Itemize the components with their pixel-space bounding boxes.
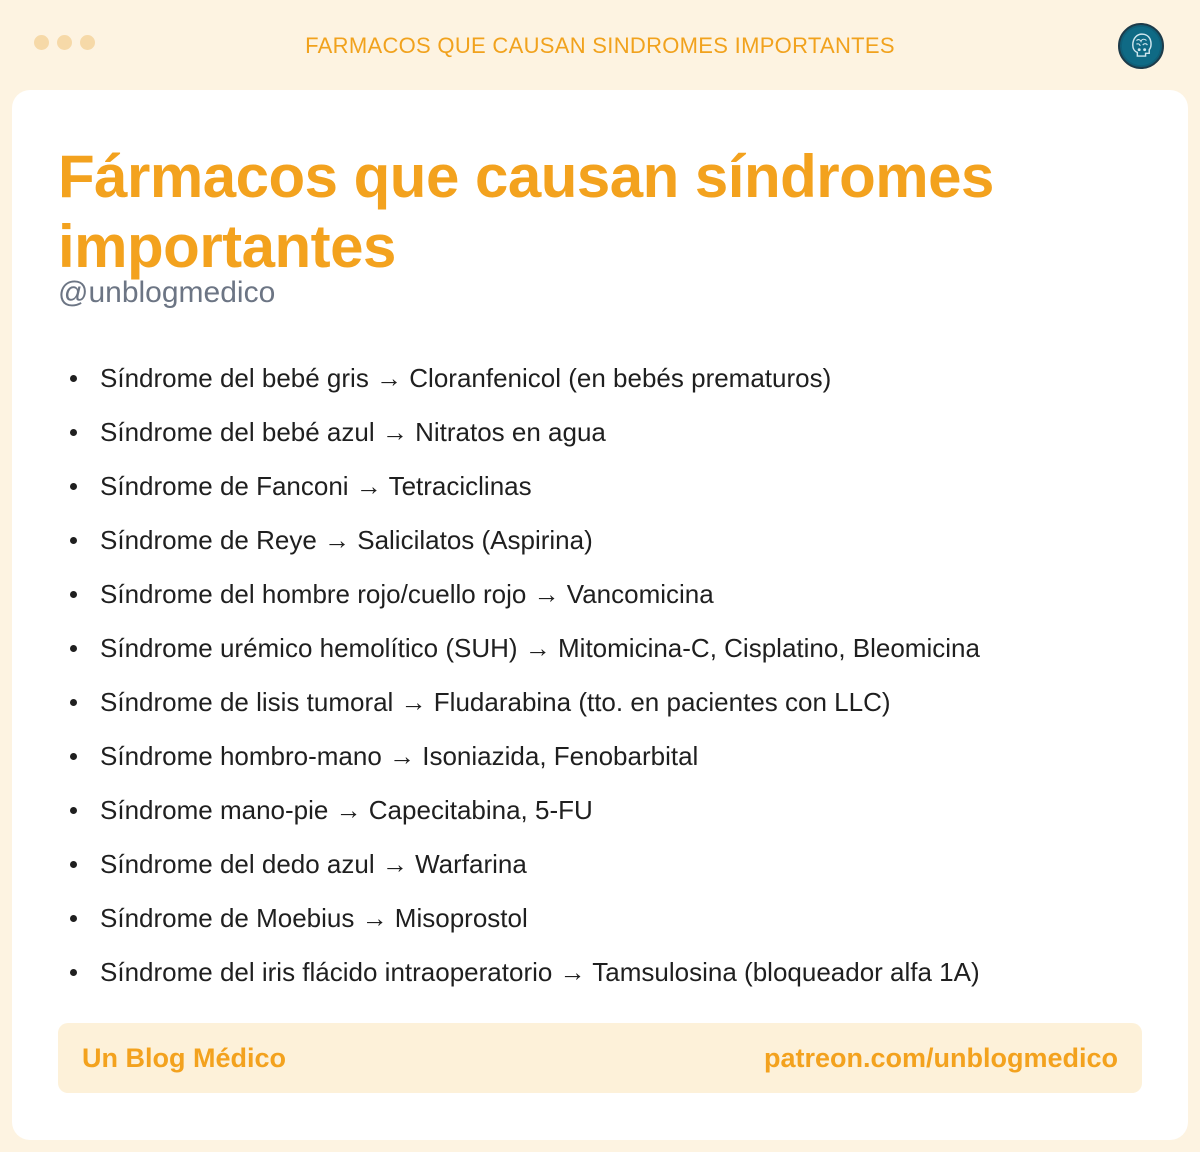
- list-item: [66, 736, 980, 790]
- list-item: [66, 844, 980, 898]
- list-item-text: Síndrome mano-pie → Capecitabina, 5-FU: [100, 795, 593, 825]
- list-item: [66, 412, 980, 466]
- list-item: [66, 952, 980, 1006]
- bullet-icon: [70, 699, 77, 706]
- syndrome-list: [66, 358, 980, 1006]
- page-title: Fármacos que causan síndromes importantes: [58, 143, 994, 280]
- list-item: [66, 574, 980, 628]
- list-item: [66, 898, 980, 952]
- list-item-text: Síndrome de Reye → Salicilatos (Aspirina): [100, 525, 593, 555]
- bullet-icon: [70, 591, 77, 598]
- bullet-icon: [70, 375, 77, 382]
- bullet-icon: [70, 537, 77, 544]
- list-item: [66, 520, 980, 574]
- bullet-icon: [70, 429, 77, 436]
- bullet-icon: [70, 861, 77, 868]
- list-item-text: Síndrome hombro-mano → Isoniazida, Fenobarbital: [100, 741, 699, 771]
- list-item-text: Síndrome de lisis tumoral → Fludarabina (tto. en pacientes con LLC): [100, 687, 891, 717]
- author-handle: @unblogmedico: [58, 276, 276, 309]
- list-item-text: Síndrome urémico hemolítico (SUH) → Mitomicina-C, Cisplatino, Bleomicina: [100, 633, 980, 663]
- window-title: FARMACOS QUE CAUSAN SINDROMES IMPORTANTES: [305, 33, 895, 58]
- footer-bar: [58, 1023, 1142, 1093]
- list-item-text: Síndrome del bebé azul → Nitratos en agua: [100, 417, 606, 447]
- list-item: [66, 466, 980, 520]
- list-item-text: Síndrome del dedo azul → Warfarina: [100, 849, 527, 879]
- list-item-text: Síndrome del iris flácido intraoperatorio → Tamsulosina (bloqueador alfa 1A): [100, 957, 980, 987]
- list-item-text: Síndrome de Fanconi → Tetraciclinas: [100, 471, 532, 501]
- list-item-text: Síndrome de Moebius → Misoprostol: [100, 903, 528, 933]
- list-item-text: Síndrome del hombre rojo/cuello rojo → Vancomicina: [100, 579, 714, 609]
- footer-brand: Un Blog Médico: [82, 1043, 286, 1073]
- bullet-icon: [70, 645, 77, 652]
- footer-patreon-link[interactable]: patreon.com/unblogmedico: [763, 1043, 1118, 1073]
- bullet-icon: [70, 969, 77, 976]
- brain-skull-icon: [1118, 23, 1164, 69]
- bullet-icon: [70, 807, 77, 814]
- list-item: [66, 628, 980, 682]
- bullet-icon: [70, 753, 77, 760]
- bullet-icon: [70, 915, 77, 922]
- list-item: [66, 790, 980, 844]
- list-item-text: Síndrome del bebé gris → Cloranfenicol (en bebés prematuros): [100, 363, 832, 393]
- list-item: [66, 682, 980, 736]
- bullet-icon: [70, 483, 77, 490]
- content-card: [12, 90, 1188, 1140]
- window-titlebar: [0, 0, 1200, 90]
- list-item: [66, 358, 980, 412]
